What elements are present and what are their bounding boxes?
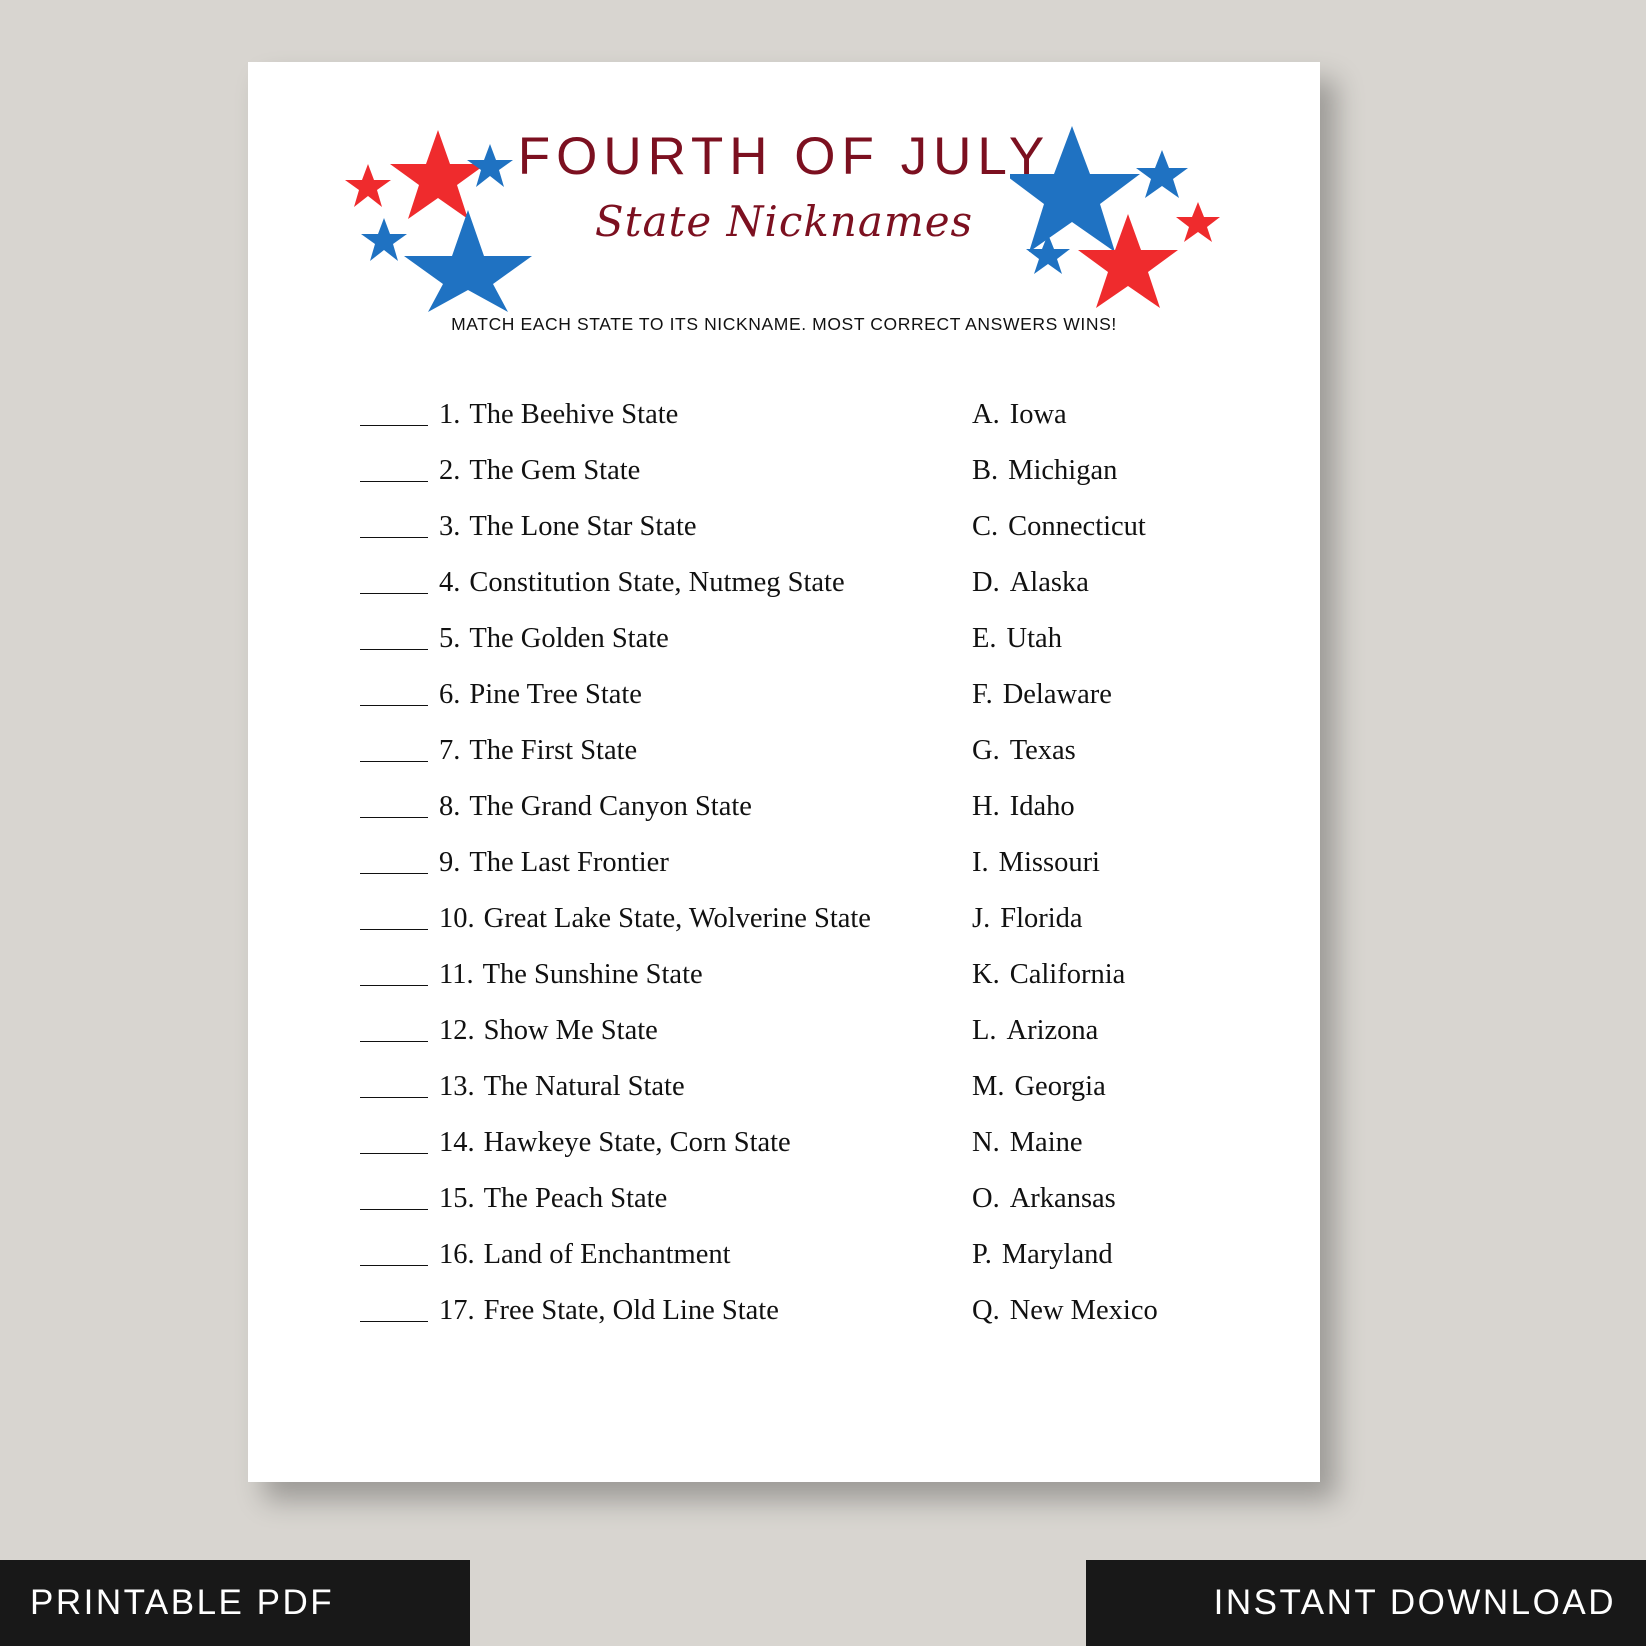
answer-blank[interactable] xyxy=(360,797,428,818)
answer-letter: O. xyxy=(972,1183,1000,1214)
answer-blank[interactable] xyxy=(360,1077,428,1098)
question-row xyxy=(360,779,960,835)
answer-text: Missouri xyxy=(998,847,1100,878)
question-row xyxy=(360,667,960,723)
answer-row xyxy=(972,779,1260,835)
answer-row xyxy=(972,1059,1260,1115)
answer-row xyxy=(972,1227,1260,1283)
answer-letter: N. xyxy=(972,1127,1000,1158)
match-columns xyxy=(248,387,1320,1339)
question-row xyxy=(360,499,960,555)
question-row xyxy=(360,1227,960,1283)
page-title: FOURTH OF JULY xyxy=(517,127,1051,186)
question-number: 11. xyxy=(439,959,474,990)
question-text: The Peach State xyxy=(483,1183,668,1214)
answer-text: Michigan xyxy=(1008,455,1118,486)
question-row xyxy=(360,1003,960,1059)
question-number: 10. xyxy=(439,903,475,934)
answer-blank[interactable] xyxy=(360,1021,428,1042)
question-text: Hawkeye State, Corn State xyxy=(483,1127,791,1158)
answer-row xyxy=(972,1171,1260,1227)
question-number: 3. xyxy=(439,511,461,542)
question-row xyxy=(360,947,960,1003)
answer-letter: L. xyxy=(972,1015,997,1046)
answer-blank[interactable] xyxy=(360,405,428,426)
question-text: The Lone Star State xyxy=(469,511,697,542)
answer-text: Florida xyxy=(1000,903,1083,934)
instant-download-label: INSTANT DOWNLOAD xyxy=(1213,1583,1616,1622)
question-row xyxy=(360,387,960,443)
answer-text: Alaska xyxy=(1009,567,1089,598)
answer-text: Delaware xyxy=(1002,679,1112,710)
question-row xyxy=(360,1115,960,1171)
answer-row xyxy=(972,891,1260,947)
question-row xyxy=(360,1059,960,1115)
question-number: 4. xyxy=(439,567,461,598)
answer-blank[interactable] xyxy=(360,1301,428,1322)
answer-text: California xyxy=(1009,959,1126,990)
question-text: The Natural State xyxy=(483,1071,685,1102)
answer-letter: C. xyxy=(972,511,999,542)
star-blue-small-right-top xyxy=(1136,150,1188,198)
instructions-text: MATCH EACH STATE TO ITS NICKNAME. MOST CORRECT ANSWERS WINS! xyxy=(451,314,1117,334)
answer-letter: F. xyxy=(972,679,993,710)
answer-letter: K. xyxy=(972,959,1000,990)
question-row xyxy=(360,723,960,779)
question-row xyxy=(360,443,960,499)
answer-row xyxy=(972,1283,1260,1339)
answer-blank[interactable] xyxy=(360,629,428,650)
question-text: Pine Tree State xyxy=(469,679,642,710)
question-text: Constitution State, Nutmeg State xyxy=(469,567,845,598)
question-row xyxy=(360,555,960,611)
sheet-header xyxy=(248,62,1320,312)
question-row xyxy=(360,835,960,891)
question-number: 16. xyxy=(439,1239,475,1270)
answer-letter: M. xyxy=(972,1071,1005,1102)
answer-row xyxy=(972,443,1260,499)
answer-row xyxy=(972,1115,1260,1171)
stars-decoration-right xyxy=(1010,122,1240,312)
star-blue-large-right xyxy=(1010,126,1140,252)
question-number: 13. xyxy=(439,1071,475,1102)
question-text: Great Lake State, Wolverine State xyxy=(483,903,871,934)
question-number: 5. xyxy=(439,623,461,654)
answer-text: Utah xyxy=(1006,623,1062,654)
question-number: 8. xyxy=(439,791,461,822)
question-text: The First State xyxy=(469,735,638,766)
answer-letter: P. xyxy=(972,1239,992,1270)
printable-sheet xyxy=(248,62,1320,1482)
question-row xyxy=(360,611,960,667)
question-number: 15. xyxy=(439,1183,475,1214)
question-row xyxy=(360,1283,960,1339)
question-number: 1. xyxy=(439,399,461,430)
answer-blank[interactable] xyxy=(360,517,428,538)
answer-blank[interactable] xyxy=(360,853,428,874)
question-text: The Grand Canyon State xyxy=(469,791,752,822)
answer-letter: B. xyxy=(972,455,999,486)
answer-blank[interactable] xyxy=(360,741,428,762)
answer-text: Iowa xyxy=(1009,399,1067,430)
question-text: Land of Enchantment xyxy=(483,1239,731,1270)
answer-text: Arkansas xyxy=(1009,1183,1116,1214)
question-number: 14. xyxy=(439,1127,475,1158)
question-text: The Golden State xyxy=(469,623,669,654)
answer-blank[interactable] xyxy=(360,1133,428,1154)
answer-blank[interactable] xyxy=(360,573,428,594)
instant-download-banner xyxy=(1086,1560,1646,1646)
questions-column xyxy=(360,387,960,1339)
question-text: Show Me State xyxy=(483,1015,658,1046)
answer-blank[interactable] xyxy=(360,1189,428,1210)
answer-letter: E. xyxy=(972,623,997,654)
question-text: The Sunshine State xyxy=(482,959,703,990)
answer-letter: A. xyxy=(972,399,1000,430)
question-text: The Gem State xyxy=(469,455,641,486)
answer-text: Maryland xyxy=(1001,1239,1113,1270)
answer-letter: D. xyxy=(972,567,1000,598)
question-row xyxy=(360,891,960,947)
answer-row xyxy=(972,499,1260,555)
answer-text: New Mexico xyxy=(1009,1295,1158,1326)
question-text: The Beehive State xyxy=(469,399,679,430)
star-blue-small-right-bottom xyxy=(1026,234,1070,274)
answer-row xyxy=(972,387,1260,443)
answer-row xyxy=(972,1003,1260,1059)
answer-row xyxy=(972,611,1260,667)
answer-row xyxy=(972,947,1260,1003)
answer-blank[interactable] xyxy=(360,909,428,930)
answers-column xyxy=(960,387,1260,1339)
answer-row xyxy=(972,555,1260,611)
question-number: 2. xyxy=(439,455,461,486)
answer-letter: Q. xyxy=(972,1295,1000,1326)
question-number: 6. xyxy=(439,679,461,710)
question-number: 7. xyxy=(439,735,461,766)
answer-letter: J. xyxy=(972,903,991,934)
answer-text: Maine xyxy=(1009,1127,1083,1158)
star-red-small-right xyxy=(1176,202,1220,242)
answer-text: Texas xyxy=(1009,735,1076,766)
answer-blank[interactable] xyxy=(360,685,428,706)
answer-letter: G. xyxy=(972,735,1000,766)
page-subtitle: State Nicknames xyxy=(594,197,974,246)
answer-letter: H. xyxy=(972,791,1000,822)
answer-row xyxy=(972,667,1260,723)
question-text: The Last Frontier xyxy=(469,847,669,878)
answer-text: Georgia xyxy=(1014,1071,1106,1102)
answer-text: Connecticut xyxy=(1008,511,1146,542)
answer-blank[interactable] xyxy=(360,1245,428,1266)
answer-blank[interactable] xyxy=(360,461,428,482)
question-number: 12. xyxy=(439,1015,475,1046)
answer-letter: I. xyxy=(972,847,989,878)
answer-row xyxy=(972,835,1260,891)
answer-text: Arizona xyxy=(1006,1015,1099,1046)
answer-text: Idaho xyxy=(1009,791,1075,822)
answer-blank[interactable] xyxy=(360,965,428,986)
printable-pdf-banner xyxy=(0,1560,470,1646)
question-text: Free State, Old Line State xyxy=(483,1295,779,1326)
question-number: 9. xyxy=(439,847,461,878)
question-row xyxy=(360,1171,960,1227)
answer-row xyxy=(972,723,1260,779)
printable-pdf-label: PRINTABLE PDF xyxy=(30,1583,335,1622)
question-number: 17. xyxy=(439,1295,475,1326)
